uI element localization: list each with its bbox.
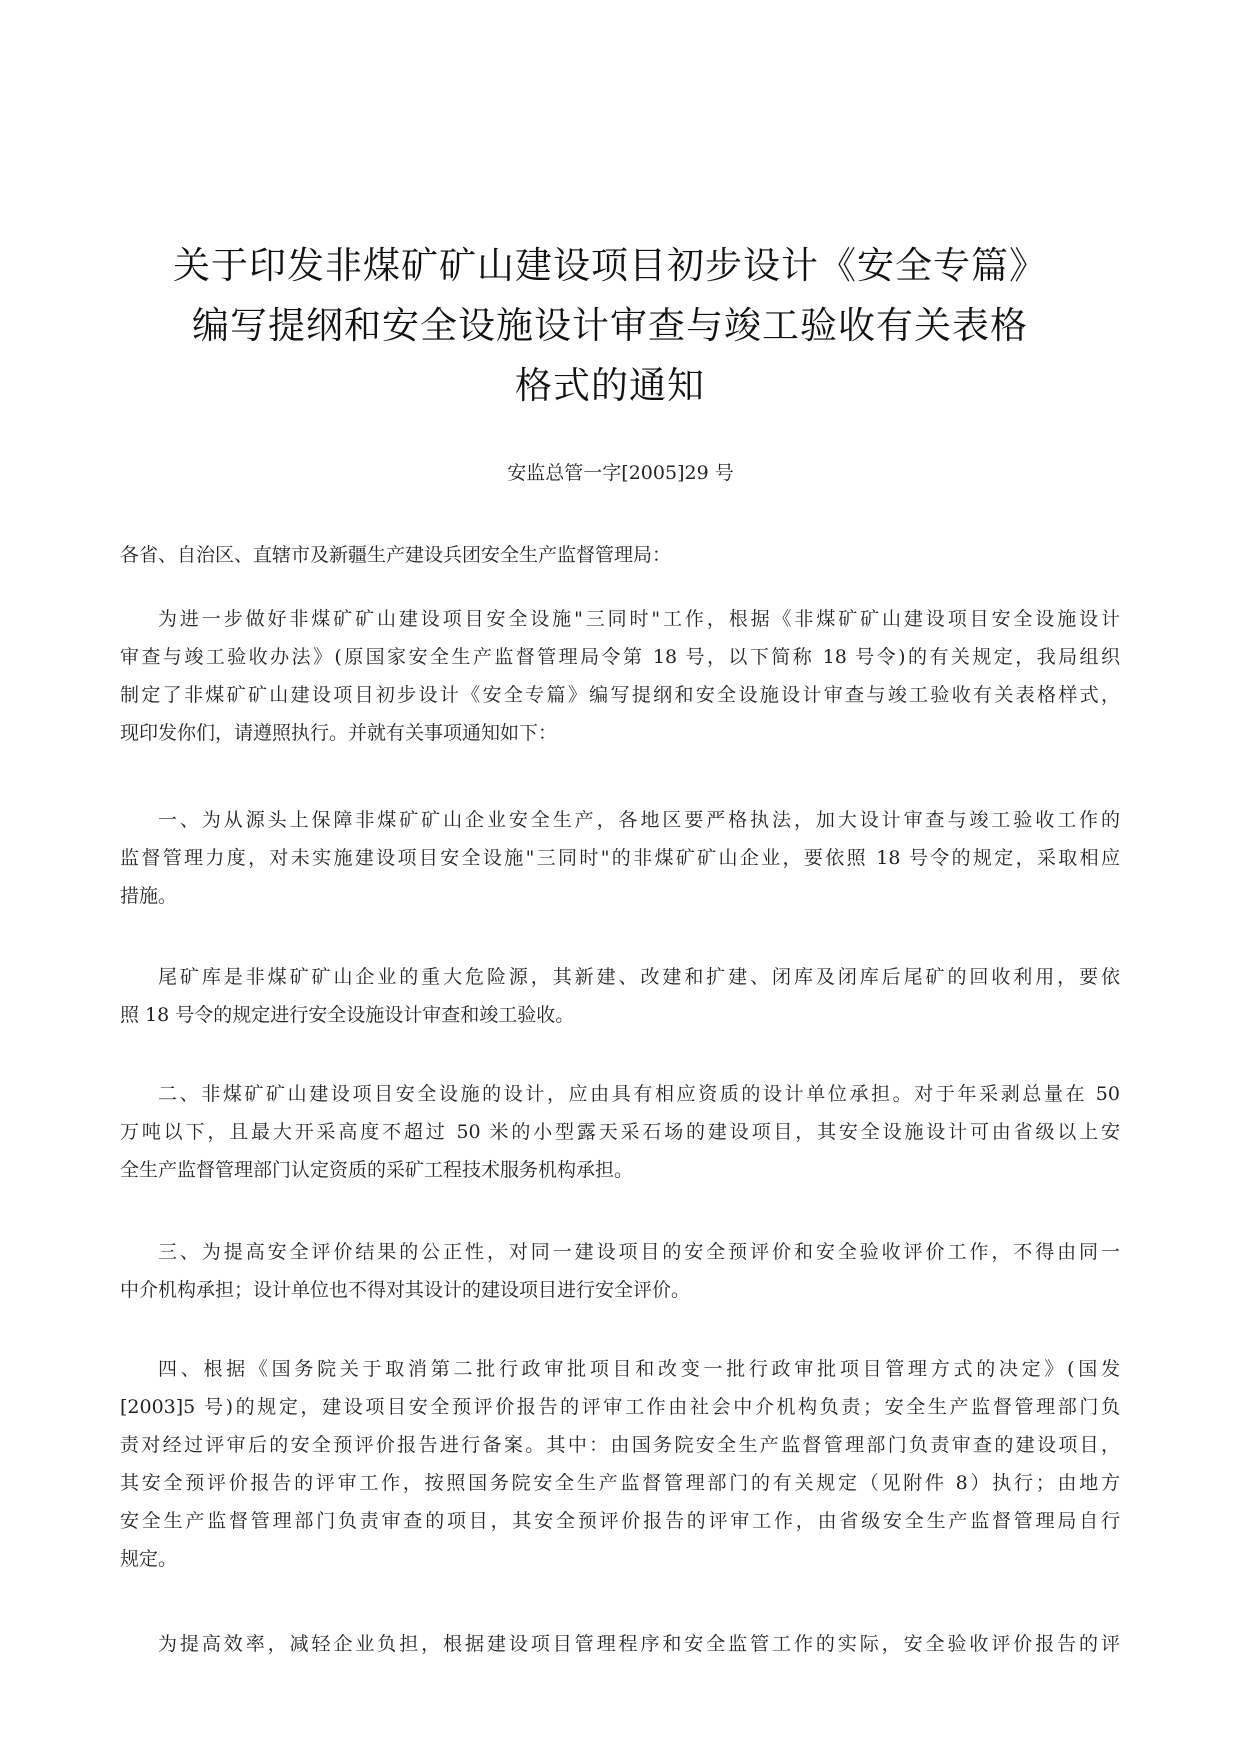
paragraph-line: 现印发你们，请遵照执行。并就有关事项通知如下： [120,722,558,744]
paragraph-line: 为提高效率，减轻企业负担，根据建设项目管理程序和安全监管工作的实际，安全验收评价报告的评 [158,1633,1120,1655]
paragraph-item-1 [120,801,1120,915]
document-number: 安监总管一字[2005]29 号 [507,462,734,484]
paragraph-line: 安全生产监督管理部门负责审查的项目，其安全预评价报告的评审工作，由省级安全生产监督管理局自行 [120,1510,1120,1532]
document-title [100,236,1120,416]
paragraph-line: 中介机构承担；设计单位也不得对其设计的建设项目进行安全评价。 [120,1279,691,1301]
paragraph-line: 责对经过评审后的安全预评价报告进行备案。其中：由国务院安全生产监督管理部门负责审查的建设项目， [120,1434,1120,1456]
paragraph-line: 尾矿库是非煤矿矿山企业的重大危险源，其新建、改建和扩建、闭库及闭库后尾矿的回收利用，要依 [158,966,1120,988]
paragraph-line: 监督管理力度，对未实施建设项目安全设施"三同时"的非煤矿矿山企业，要依照 18 号令的规定，采取相应 [120,847,1120,869]
paragraph-tailings [120,958,1120,1034]
paragraph-line: 制定了非煤矿矿山建设项目初步设计《安全专篇》编写提纲和安全设施设计审查与竣工验收有关表格样式， [120,684,1120,706]
paragraph-line: 三、为提高安全评价结果的公正性，对同一建设项目的安全预评价和安全验收评价工作，不得由同一 [158,1241,1120,1263]
title-line: 格式的通知 [515,364,705,407]
title-line: 关于印发非煤矿矿山建设项目初步设计《安全专篇》 [173,244,1047,287]
paragraph-line: 四、根据《国务院关于取消第二批行政审批项目和改变一批行政审批项目管理方式的决定》(国发 [158,1358,1120,1380]
paragraph-line: 全生产监督管理部门认定资质的采矿工程技术服务机构承担。 [120,1159,634,1181]
paragraph-line: 二、非煤矿矿山建设项目安全设施的设计，应由具有相应资质的设计单位承担。对于年采剥总量在 50 [158,1083,1120,1105]
paragraph-efficiency [120,1625,1120,1663]
paragraph-line: 审查与竣工验收办法》(原国家安全生产监督管理局令第 18 号，以下简称 18 号令)的有关规定，我局组织 [120,646,1120,668]
paragraph-line: 一、为从源头上保障非煤矿矿山企业安全生产，各地区要严格执法，加大设计审查与竣工验收工作的 [158,809,1120,831]
paragraph-line: 其安全预评价报告的评审工作，按照国务院安全生产监督管理部门的有关规定（见附件 8）执行；由地方 [120,1472,1120,1494]
title-line: 编写提纲和安全设施设计审查与竣工验收有关表格 [192,304,1028,347]
paragraph-line: 规定。 [120,1548,178,1570]
paragraph-line: 照 18 号令的规定进行安全设施设计审查和竣工验收。 [120,1004,575,1026]
paragraph-item-2 [120,1075,1120,1189]
paragraph-item-4 [120,1350,1120,1578]
paragraph-item-3 [120,1233,1120,1309]
paragraph-line: 措施。 [120,885,178,907]
addressee: 各省、自治区、直辖市及新疆生产建设兵团安全生产监督管理局： [120,544,672,566]
paragraph-line: [2003]5 号)的规定，建设项目安全预评价报告的评审工作由社会中介机构负责；安全生产监督管理部门负 [120,1396,1120,1418]
paragraph-intro [120,600,1120,752]
paragraph-line: 万吨以下，且最大开采高度不超过 50 米的小型露天采石场的建设项目，其安全设施设计可由省级以上安 [120,1121,1120,1143]
paragraph-line: 为进一步做好非煤矿矿山建设项目安全设施"三同时"工作，根据《非煤矿矿山建设项目安全设施设计 [158,608,1120,630]
